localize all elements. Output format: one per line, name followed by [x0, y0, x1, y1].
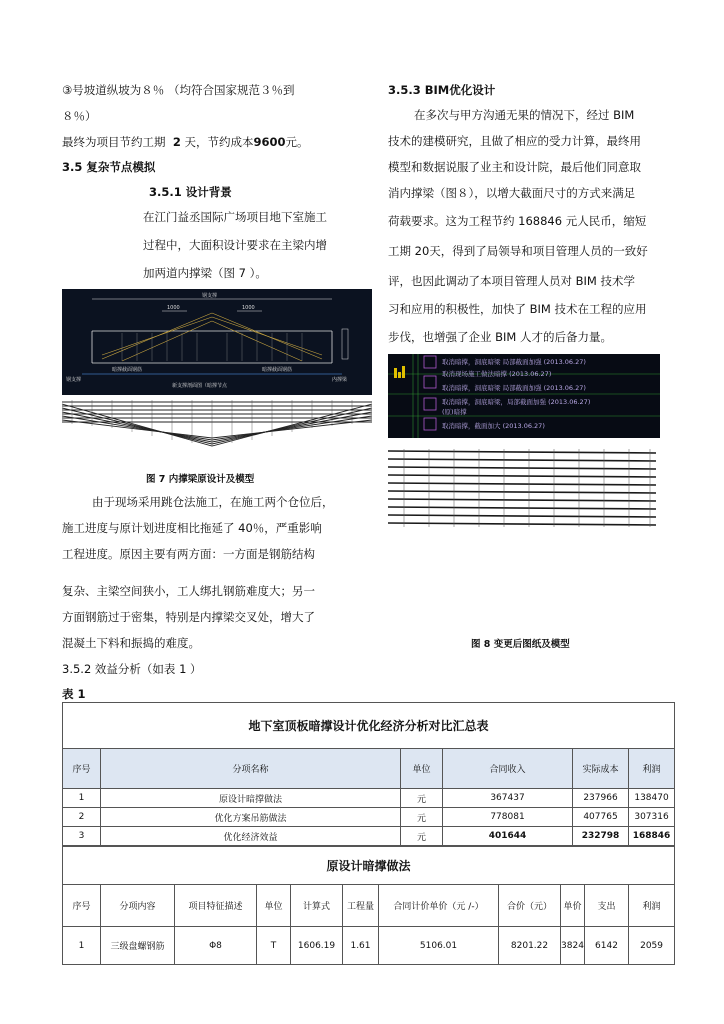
- paragraph-line: 施工进度与原计划进度相比拖延了 40％，严重影响: [62, 521, 322, 535]
- fig7-dim-right: 1000: [242, 305, 255, 311]
- fig7-dim-left: 1000: [167, 305, 180, 311]
- paragraph-line: 模型和数据说服了业主和设计院，最后他们同意取: [388, 160, 641, 174]
- column-header: 合同计价单价（元 /-）: [379, 885, 499, 927]
- table-cell: 307316: [629, 808, 675, 827]
- table-title: 地下室顶板暗撑设计优化经济分析对比汇总表: [63, 703, 675, 749]
- fig8-note: (原)暗撑: [442, 408, 467, 416]
- paragraph-line: 在多次与甲方沟通无果的情况下，经过 BIM: [414, 108, 635, 122]
- fig7-left-note: 钢支撑: [66, 377, 82, 383]
- column-header: 单位: [401, 749, 443, 789]
- column-header: 序号: [63, 749, 101, 789]
- figure-7-cad-drawing: [62, 289, 372, 395]
- table-row: [63, 808, 675, 827]
- table-row: [63, 789, 675, 808]
- table-cell: 401644: [443, 827, 573, 846]
- summary-table: [62, 702, 675, 846]
- paragraph-line: 评，也因此调动了本项目管理人员对 BIM 技术学: [388, 274, 636, 288]
- column-header: 分项名称: [101, 749, 401, 789]
- figure-7-caption: 图 7 内撑梁原设计及模型: [146, 474, 255, 485]
- table-cell: 232798: [573, 827, 629, 846]
- figure-7-rebar-model: [62, 398, 372, 448]
- column-header: 分项内容: [101, 885, 175, 927]
- background-line-1: 在江门益丞国际广场项目地下室施工: [143, 210, 327, 224]
- table-cell: 三级盘螺钢筋: [101, 927, 175, 965]
- paragraph-line: 荷载要求。这为工程节约 168846 元人民币，缩短: [388, 214, 647, 228]
- table-cell: 优化方案吊筋做法: [101, 808, 401, 827]
- table-cell: 1: [63, 789, 101, 808]
- table-cell: 138470: [629, 789, 675, 808]
- column-header: 单价: [561, 885, 585, 927]
- table-cell: 778081: [443, 808, 573, 827]
- detail-table: [62, 846, 675, 965]
- fig7-label-top: 钢支撑: [202, 293, 218, 299]
- table-cell: T: [257, 927, 291, 965]
- paragraph-line: 复杂、主梁空间狭小，工人绑扎钢筋难度大；另一: [62, 584, 315, 598]
- saving-line: 最终为项目节约工期 2 天，节约成本9600元。: [62, 135, 309, 149]
- paragraph-line: 技术的建模研究，且做了相应的受力计算，最终用: [388, 134, 641, 148]
- fig8-note: 取消暗撑，截面加大 (2013.06.27): [442, 422, 545, 430]
- table-cell: 1: [63, 927, 101, 965]
- section-3-5-heading: 3.5 复杂节点模拟: [62, 160, 156, 174]
- table-label: 表 1: [62, 687, 86, 701]
- table-cell: 2: [63, 808, 101, 827]
- fig7-mid-right: 暗撑截面钢筋: [262, 367, 293, 373]
- table-cell: 优化经济效益: [101, 827, 401, 846]
- column-header: 项目特征描述: [175, 885, 257, 927]
- table-cell: 5106.01: [379, 927, 499, 965]
- table-cell: 元: [401, 827, 443, 846]
- paragraph-line: 方面钢筋过于密集，特别是内撑梁交叉处，增大了: [62, 610, 315, 624]
- table-cell: 367437: [443, 789, 573, 808]
- figure-8-rebar-model: [384, 447, 660, 529]
- table-cell: 1606.19: [291, 927, 343, 965]
- fig8-note: 取消暗撑，洞底暗梁 局部截面加强 (2013.06.27): [442, 358, 586, 366]
- fig7-bottom-label: 新支撑剖面图（暗撑节点: [172, 383, 228, 389]
- figure-8-cad-drawing: [388, 354, 660, 438]
- column-header: 序号: [63, 885, 101, 927]
- background-line-3: 加两道内撑梁（图 7 ）。: [143, 266, 267, 280]
- table-cell: 6142: [585, 927, 629, 965]
- fig7-mid-left: 暗撑截面钢筋: [112, 367, 143, 373]
- section-3-5-2-heading: 3.5.2 效益分析（如表 1 ）: [62, 662, 202, 676]
- paragraph-line: 工期 20天，得到了局领导和项目管理人员的一致好: [388, 244, 648, 258]
- table-cell: 2059: [629, 927, 675, 965]
- column-header: 支出: [585, 885, 629, 927]
- section-3-5-1-heading: 3.5.1 设计背景: [149, 185, 232, 199]
- table-cell: 元: [401, 789, 443, 808]
- table-cell: 1.61: [343, 927, 379, 965]
- paragraph-line: 由于现场采用跳仓法施工，在施工两个仓位后，: [92, 495, 334, 509]
- background-line-2: 过程中，大面积设计要求在主梁内增: [143, 238, 327, 252]
- table-cell: 407765: [573, 808, 629, 827]
- section-3-5-3-heading: 3.5.3 BIM优化设计: [388, 83, 496, 97]
- table-cell: Φ8: [175, 927, 257, 965]
- column-header: 合价（元）: [499, 885, 561, 927]
- table-row: [63, 827, 675, 846]
- detail-table-title: 原设计暗撑做法: [63, 847, 675, 885]
- column-header: 利润: [629, 885, 675, 927]
- slope-line-2: ８％）: [62, 109, 97, 123]
- column-header: 实际成本: [573, 749, 629, 789]
- paragraph-line: 消内撑梁（图８），以增大截面尺寸的方式来满足: [388, 186, 636, 200]
- figure-8-caption: 图 8 变更后图纸及模型: [471, 639, 570, 650]
- column-header: 利润: [629, 749, 675, 789]
- table-cell: 8201.22: [499, 927, 561, 965]
- fig8-note: 取消现场施工做法暗撑 (2013.06.27): [442, 370, 552, 378]
- table-cell: 3: [63, 827, 101, 846]
- table-cell: 原设计暗撑做法: [101, 789, 401, 808]
- table-row: [63, 927, 675, 965]
- column-header: 工程量: [343, 885, 379, 927]
- paragraph-line: 混凝土下料和振捣的难度。: [62, 636, 200, 650]
- fig8-note: 取消暗撑，洞底暗梁，局部截面加强 (2013.06.27): [442, 398, 591, 406]
- column-header: 合同收入: [443, 749, 573, 789]
- fig8-note: 取消暗撑，洞底暗梁 局部截面加强 (2013.06.27): [442, 384, 586, 392]
- table-cell: 3824: [561, 927, 585, 965]
- column-header: 单位: [257, 885, 291, 927]
- column-header: 计算式: [291, 885, 343, 927]
- table-cell: 237966: [573, 789, 629, 808]
- table-cell: 元: [401, 808, 443, 827]
- fig7-right-note: 内撑梁: [332, 377, 348, 383]
- table-cell: 168846: [629, 827, 675, 846]
- paragraph-line: 工程进度。原因主要有两方面：一方面是钢筋结构: [62, 547, 315, 561]
- slope-line-1: ③号坡道纵坡为８％ （均符合国家规范３％到: [62, 83, 295, 97]
- paragraph-line: 步伐，也增强了企业 BIM 人才的后备力量。: [388, 330, 613, 344]
- paragraph-line: 习和应用的积极性，加快了 BIM 技术在工程的应用: [388, 302, 647, 316]
